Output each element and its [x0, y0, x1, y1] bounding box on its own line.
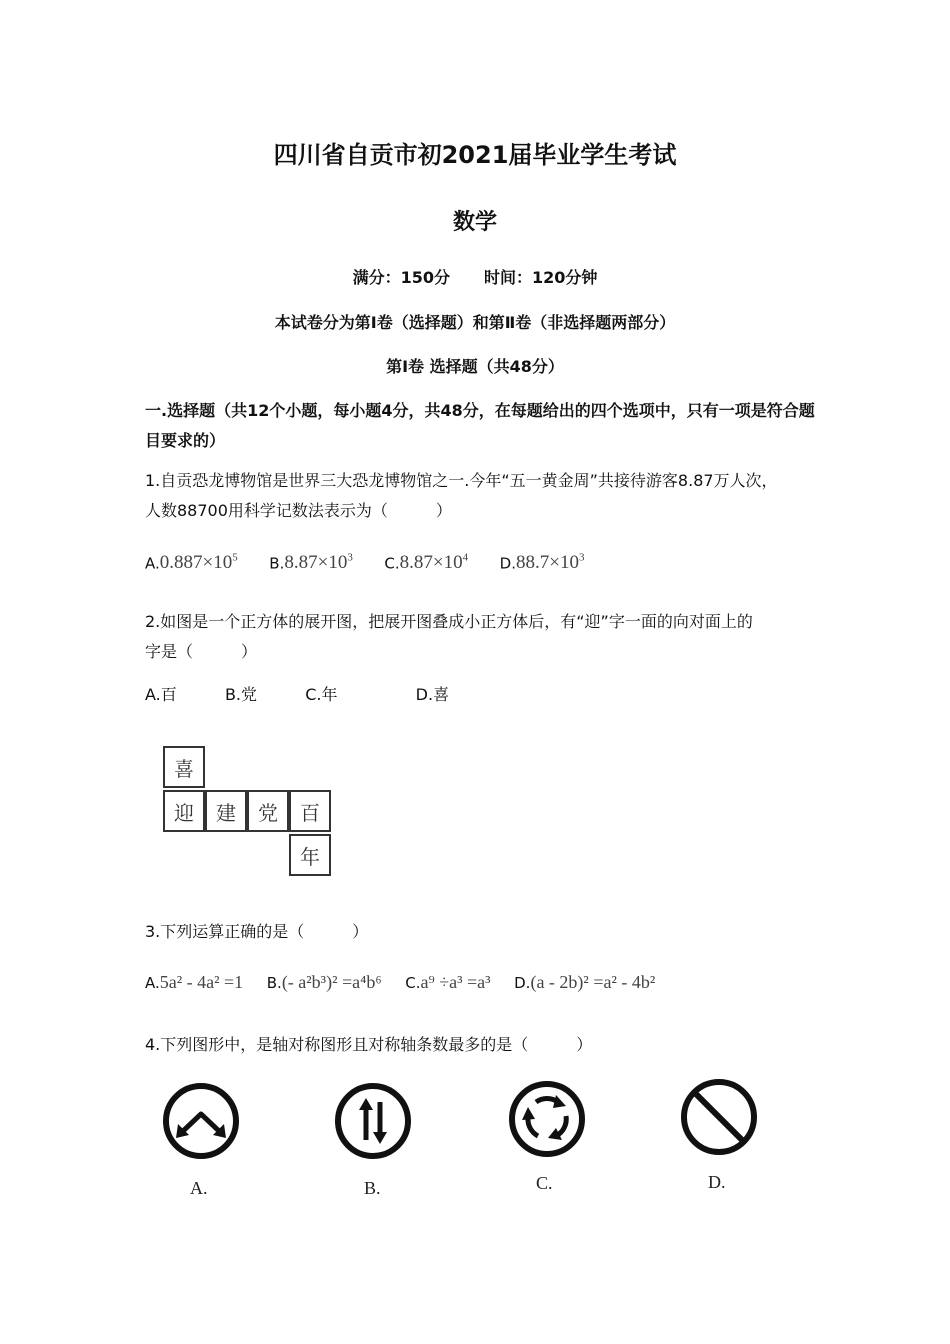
section1-heading: 一.选择题（共12个小题，每小题4分，共48分，在每题给出的四个选项中，只有一项是符合题目要求的）: [145, 401, 815, 450]
q2-option-c: C.年: [305, 685, 338, 704]
q3-option-c-label: C.: [405, 974, 421, 992]
q3-stem: 3.下列运算正确的是（ ）: [145, 922, 369, 941]
exam-intro: 本试卷分为第Ⅰ卷（选择题）和第Ⅱ卷（非选择题两部分）: [274, 313, 676, 332]
sign-a-label: A.: [190, 1178, 208, 1198]
q1-options: [145, 552, 584, 574]
cube-net-figure: [163, 746, 333, 880]
sign-b-icon: [332, 1080, 414, 1162]
q3-option-a: 5a² - 4a² =1: [159, 972, 244, 992]
q1-line2: 人数88700用科学记数法表示为（ ）: [145, 501, 452, 520]
q2-stem: [145, 607, 815, 667]
q3-option-b: (- a²b³)² =a⁴b⁶: [281, 972, 382, 992]
net-cell-bai: 百: [289, 790, 331, 832]
q3-option-d-label: D.: [514, 974, 531, 992]
sign-b-label: B.: [364, 1178, 381, 1198]
q1-option-c-label: C.: [384, 554, 400, 573]
q1-stem: [145, 466, 815, 526]
q1-option-b: $8.87\times 10^3$: [284, 552, 353, 574]
q3-option-b-label: B.: [266, 974, 282, 992]
net-cell-ying: 迎: [163, 790, 205, 832]
q1-option-c: $8.87\times 10^4$: [399, 552, 469, 574]
q2-option-a: A.百: [145, 685, 177, 704]
q1-option-d-label: D.: [499, 554, 516, 573]
net-cell-xi: 喜: [163, 746, 205, 788]
part1-heading: 第Ⅰ卷 选择题（共48分）: [386, 357, 564, 376]
q4-stem: 4.下列图形中，是轴对称图形且对称轴条数最多的是（ ）: [145, 1035, 593, 1054]
q1-line1: 1.自贡恐龙博物馆是世界三大恐龙博物馆之一.今年“五一黄金周”共接待游客8.87万人次，: [145, 471, 778, 490]
q1-option-b-label: B.: [269, 554, 285, 573]
net-cell-dang: 党: [247, 790, 289, 832]
exam-meta: [0, 265, 950, 288]
q2-options: [145, 682, 449, 705]
q3-option-d: (a - 2b)² =a² - 4b²: [530, 972, 656, 992]
sign-c-icon: [506, 1078, 588, 1160]
q3-option-c: a⁹ ÷a³ =a³: [420, 972, 491, 992]
exam-title: 四川省自贡市初2021届毕业学生考试: [273, 141, 677, 169]
net-cell-nian: 年: [289, 834, 331, 876]
full-score: 满分：150分: [352, 268, 450, 287]
q3-options: [145, 972, 655, 993]
q1-option-a: $0.887\times 10^5$: [159, 552, 238, 574]
q2-option-b: B.党: [224, 685, 258, 704]
sign-d-label: D.: [708, 1172, 726, 1192]
net-cell-jian: 建: [205, 790, 247, 832]
exam-time: 时间：120分钟: [484, 268, 598, 287]
sign-c-label: C.: [536, 1173, 553, 1193]
q1-option-d: $88.7\times 10^3$: [516, 552, 585, 574]
q3-option-a-label: A.: [145, 974, 160, 992]
sign-d-icon: [678, 1076, 760, 1158]
q2-line2: 字是（ ）: [145, 642, 258, 661]
sign-a-icon: [160, 1080, 242, 1162]
q2-option-d: D.喜: [415, 685, 450, 704]
subject-title: 数学: [452, 210, 497, 235]
q1-option-a-label: A.: [145, 554, 160, 573]
q2-line1: 2.如图是一个正方体的展开图，把展开图叠成小正方体后，有“迎”字一面的向对面上的: [145, 612, 753, 631]
